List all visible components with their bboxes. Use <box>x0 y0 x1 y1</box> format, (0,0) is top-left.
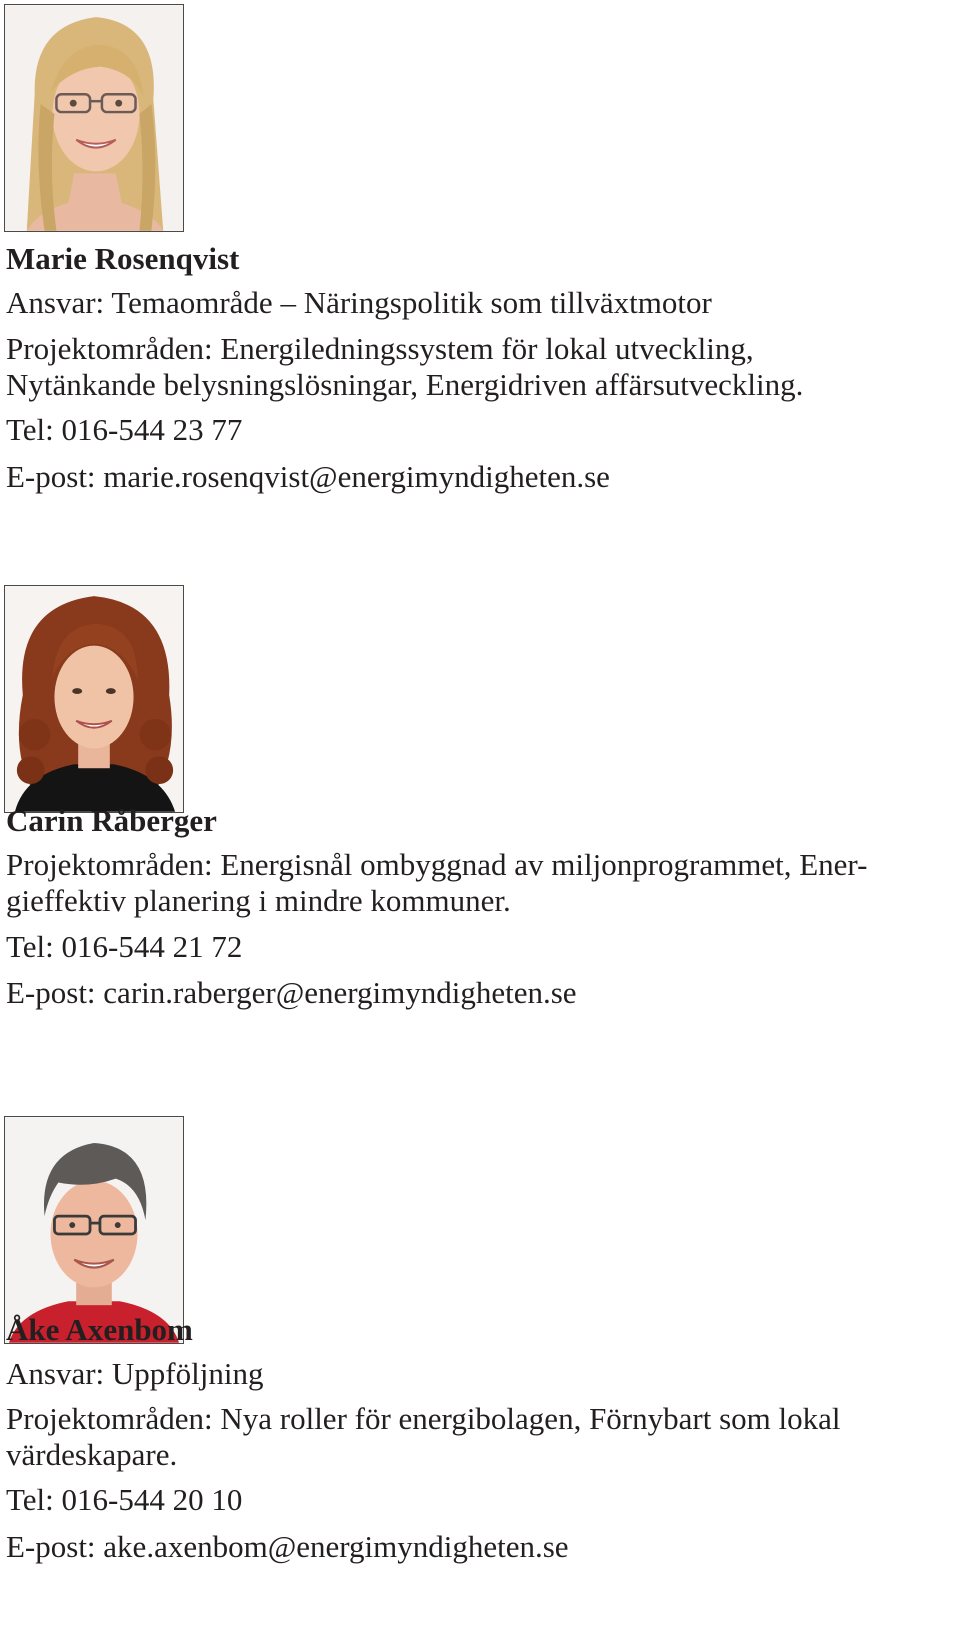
person-phone: Tel: 016-544 21 72 <box>6 929 243 964</box>
person-projects-line-1: Projektområden: Nya roller för energibolagen, Förnybart som lokal <box>6 1401 841 1436</box>
person-phone: Tel: 016-544 23 77 <box>6 412 243 447</box>
person-email: E-post: carin.raberger@energimyndigheten.se <box>6 975 577 1010</box>
person-name: Åke Axenbom <box>6 1312 193 1347</box>
person-projects-line-1: Projektområden: Energisnål ombyggnad av miljonprogrammet, Ener- <box>6 847 868 882</box>
person-responsibility: Ansvar: Temaområde – Näringspolitik som tillväxtmotor <box>6 285 712 320</box>
portrait-photo-icon <box>5 586 183 812</box>
portrait-photo-icon <box>5 5 183 231</box>
portrait-photo-ake <box>4 1116 184 1344</box>
portrait-photo-marie <box>4 4 184 232</box>
person-name: Marie Rosenqvist <box>6 241 240 276</box>
portrait-photo-icon <box>5 1117 183 1343</box>
person-name: Carin Råberger <box>6 803 217 838</box>
person-responsibility: Ansvar: Uppföljning <box>6 1356 264 1391</box>
person-projects-line-1: Projektområden: Energiledningssystem för lokal utveckling, <box>6 331 754 366</box>
person-projects-line-2: gieffektiv planering i mindre kommuner. <box>6 883 511 918</box>
person-projects-line-2: värdeskapare. <box>6 1437 178 1472</box>
person-email: E-post: ake.axenbom@energimyndigheten.se <box>6 1529 569 1564</box>
portrait-photo-carin <box>4 585 184 813</box>
person-email: E-post: marie.rosenqvist@energimyndigheten.se <box>6 459 610 494</box>
person-projects-line-2: Nytänkande belysningslösningar, Energidriven affärsutveckling. <box>6 367 804 402</box>
person-phone: Tel: 016-544 20 10 <box>6 1482 243 1517</box>
